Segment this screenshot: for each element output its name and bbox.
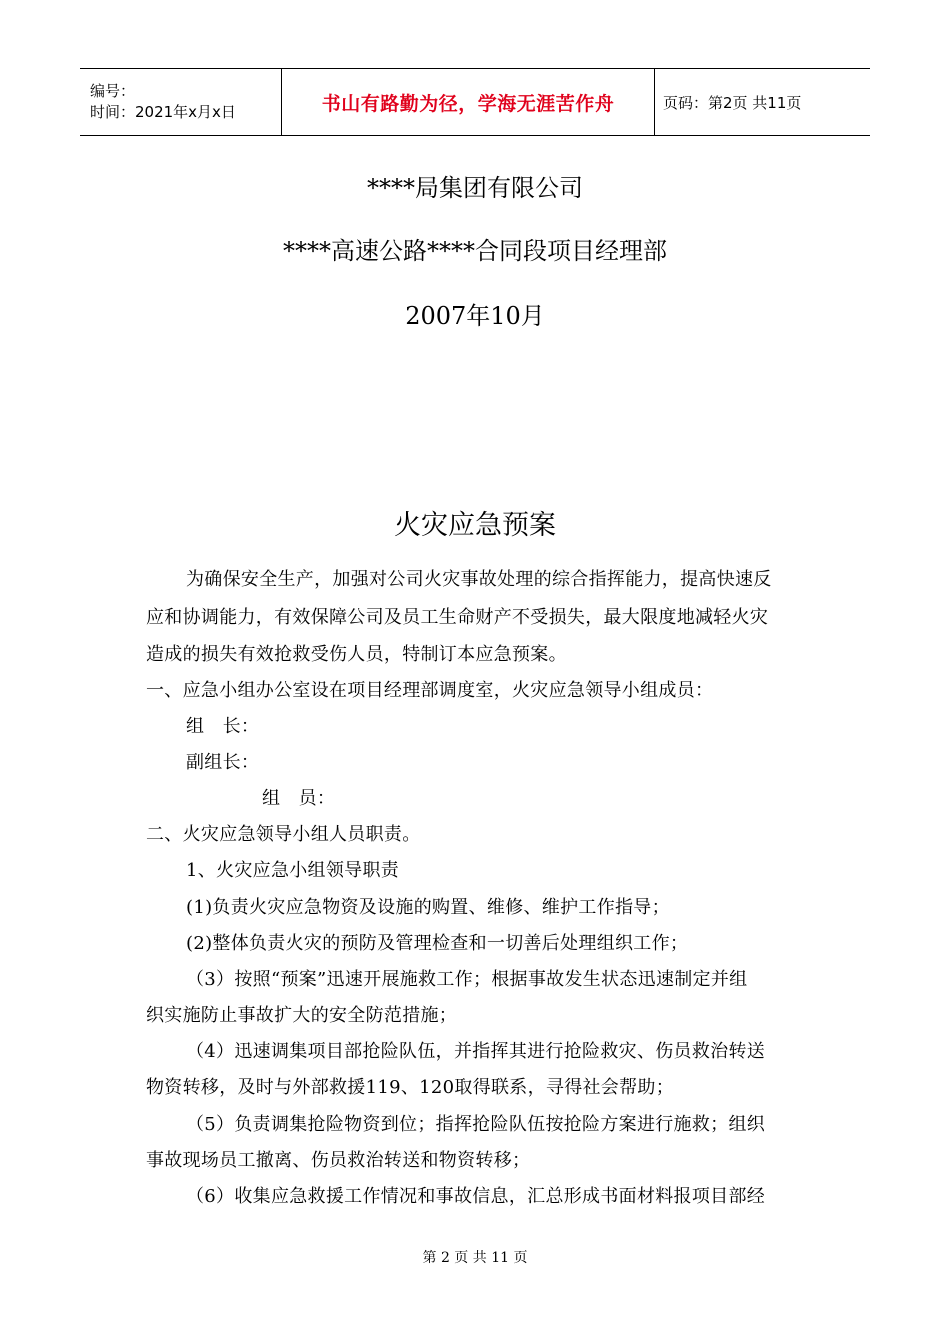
section-heading: 二、火灾应急领导小组人员职责。 [146, 824, 421, 845]
subsection-heading: 1、火灾应急小组领导职责 [186, 860, 400, 881]
number-label: 编号： [90, 82, 136, 100]
cover-date: 2007年10月 [405, 302, 545, 330]
document-title: 火灾应急预案 [394, 510, 556, 541]
body-line: 为确保安全生产，加强对公司火灾事故处理的综合指挥能力，提高快速反 [186, 569, 772, 590]
company-name: ****局集团有限公司 [367, 174, 583, 202]
header-info-cell [80, 69, 281, 135]
header-slogan-cell [281, 69, 655, 135]
member-leader: 组 长： [186, 716, 260, 737]
page-footer: 第 2 页 共 11 页 [422, 1250, 528, 1266]
body-line: (2)整体负责火灾的预防及管理检查和一切善后处理组织工作； [186, 933, 689, 954]
body-line: （3）按照“预案”迅速开展施救工作；根据事故发生状态迅速制定并组 [186, 969, 748, 990]
body-line: （4）迅速调集项目部抢险队伍，并指挥其进行抢险救灾、伤员救治转送 [186, 1041, 766, 1062]
body-line: （6）收集应急救援工作情况和事故信息，汇总形成书面材料报项目部经 [186, 1186, 766, 1207]
page-label: 页码：第2页 共11页 [663, 93, 802, 112]
header-page-cell [655, 69, 870, 135]
member-deputy: 副组长： [186, 752, 260, 773]
body-line: 造成的损失有效抢救受伤人员，特制订本应急预案。 [146, 644, 567, 665]
body-line: 织实施防止事故扩大的安全防范措施； [146, 1005, 458, 1026]
header-table [80, 68, 870, 136]
body-line: 事故现场员工撤离、伤员救治转送和物资转移； [146, 1150, 531, 1171]
body-line: 应和协调能力，有效保障公司及员工生命财产不受损失，最大限度地减轻火灾 [146, 607, 769, 628]
slogan-text: 书山有路勤为径，学海无涯苦作舟 [321, 92, 615, 115]
body-line: （5）负责调集抢险物资到位；指挥抢险队伍按抢险方案进行施救；组织 [186, 1114, 766, 1135]
member-group: 组 员： [262, 788, 336, 809]
department-name: ****高速公路****合同段项目经理部 [283, 237, 667, 265]
body-line: (1)负责火灾应急物资及设施的购置、维修、维护工作指导； [186, 897, 670, 918]
date-label: 时间：2021年x月x日 [90, 103, 236, 121]
section-heading: 一、应急小组办公室设在项目经理部调度室，火灾应急领导小组成员： [146, 680, 714, 701]
body-line: 物资转移，及时与外部救援119、120取得联系，寻得社会帮助； [146, 1077, 675, 1098]
